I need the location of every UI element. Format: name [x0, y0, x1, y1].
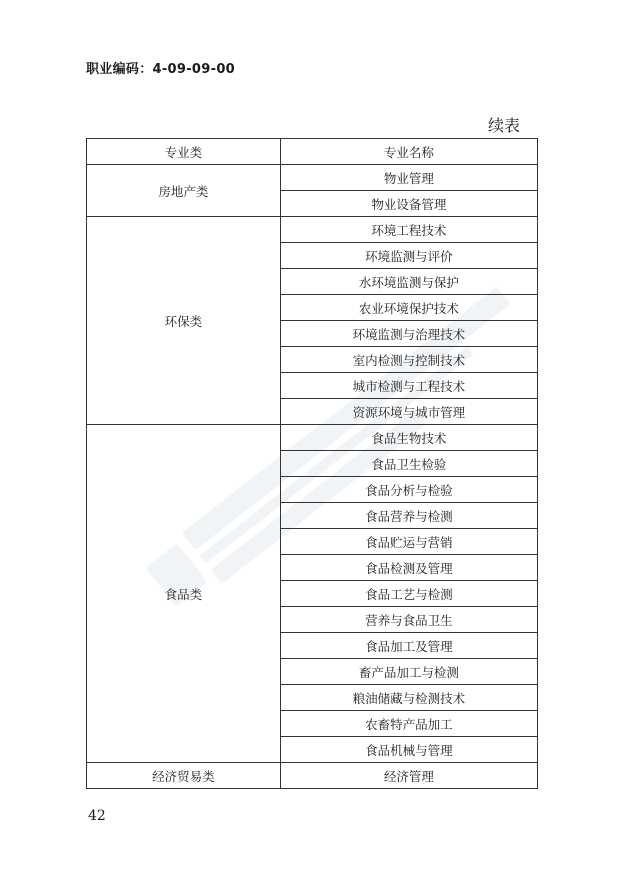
major-name-cell: 畜产品加工与检测 — [280, 659, 537, 685]
major-name-cell: 水环境监测与保护 — [280, 269, 537, 295]
major-name-cell: 营养与食品卫生 — [280, 607, 537, 633]
major-name-cell: 物业设备管理 — [280, 191, 537, 217]
header-category: 专业类 — [87, 139, 281, 165]
major-name-cell: 环境监测与治理技术 — [280, 321, 537, 347]
major-name-cell: 环境工程技术 — [280, 217, 537, 243]
major-name-cell: 食品分析与检验 — [280, 477, 537, 503]
occupation-code: 职业编码：4-09-09-00 — [86, 62, 236, 77]
major-name-cell: 粮油储藏与检测技术 — [280, 685, 537, 711]
major-name-cell: 经济管理 — [280, 763, 537, 789]
category-cell: 房地产类 — [87, 165, 281, 217]
major-name-cell: 室内检测与控制技术 — [280, 347, 537, 373]
page-number: 42 — [88, 808, 106, 824]
table-row — [87, 763, 538, 789]
major-name-cell: 食品加工及管理 — [280, 633, 537, 659]
major-name-cell: 食品检测及管理 — [280, 555, 537, 581]
major-name-cell: 食品营养与检测 — [280, 503, 537, 529]
table-row — [87, 217, 538, 243]
major-name-cell: 环境监测与评价 — [280, 243, 537, 269]
major-name-cell: 城市检测与工程技术 — [280, 373, 537, 399]
major-name-cell: 物业管理 — [280, 165, 537, 191]
major-name-cell: 食品生物技术 — [280, 425, 537, 451]
continued-table-label: 续表 — [488, 116, 521, 135]
major-name-cell: 食品工艺与检测 — [280, 581, 537, 607]
major-name-cell: 资源环境与城市管理 — [280, 399, 537, 425]
header-major-name: 专业名称 — [280, 139, 537, 165]
major-name-cell: 食品贮运与营销 — [280, 529, 537, 555]
category-cell: 经济贸易类 — [87, 763, 281, 789]
major-name-cell: 食品机械与管理 — [280, 737, 537, 763]
category-cell: 环保类 — [87, 217, 281, 425]
major-table — [86, 138, 538, 789]
major-name-cell: 农业环境保护技术 — [280, 295, 537, 321]
major-name-cell: 食品卫生检验 — [280, 451, 537, 477]
table-row — [87, 425, 538, 451]
table-body — [87, 165, 538, 789]
table-header-row — [87, 139, 538, 165]
major-name-cell: 农畜特产品加工 — [280, 711, 537, 737]
category-cell: 食品类 — [87, 425, 281, 763]
table-row — [87, 165, 538, 191]
